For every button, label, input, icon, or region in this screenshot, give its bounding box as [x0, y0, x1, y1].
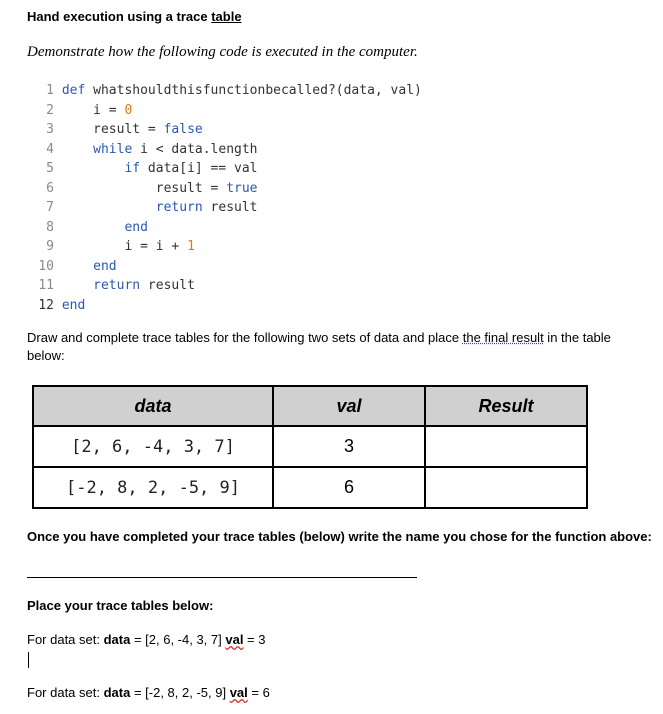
keyword: def — [61, 83, 86, 98]
line-number: 9 — [46, 239, 54, 254]
line-number: 4 — [46, 141, 54, 157]
cell-val: 6 — [273, 467, 425, 508]
code-text: result = — [93, 122, 164, 137]
cell-result[interactable] — [425, 426, 587, 467]
dataset-val-value: = 6 — [247, 685, 270, 700]
line-number: 7 — [46, 200, 54, 215]
function-name-question: Once you have completed your trace tables (below) write the name you chose for the function above: — [27, 529, 652, 544]
cell-data: [-2, 8, 2, -5, 9] — [33, 467, 273, 508]
instructions-text: Draw and complete trace tables for the following two sets of data and place — [27, 330, 463, 345]
place-tables-label: Place your trace tables below: — [27, 598, 214, 613]
line-number: 5 — [46, 161, 54, 176]
instructions-dotted-text: the final result — [462, 330, 544, 345]
answer-line[interactable] — [27, 577, 417, 578]
code-text: result — [140, 278, 195, 293]
keyword: return — [93, 278, 141, 293]
keyword: end — [124, 219, 148, 235]
dataset-prefix: For data set: — [27, 685, 104, 700]
code-line-11 — [38, 276, 195, 295]
dataset-data-value: = [2, 6, -4, 3, 7] — [130, 632, 226, 647]
code-line-8 — [38, 218, 148, 237]
line-number: 6 — [46, 180, 54, 196]
code-line-1 — [38, 81, 422, 100]
dataset-data-value: = [-2, 8, 2, -5, 9] — [130, 685, 230, 700]
header-data: data — [33, 386, 273, 426]
dataset-val-value: = 3 — [243, 632, 266, 647]
instructions-text-end: in the table below: — [27, 330, 611, 363]
subtitle: Demonstrate how the following code is executed in the computer. — [27, 44, 418, 60]
header-val: val — [273, 386, 425, 426]
code-line-9 — [38, 237, 195, 256]
dataset-val-label: val — [229, 685, 248, 700]
code-line-5 — [38, 159, 258, 178]
code-line-2 — [38, 101, 132, 120]
line-number: 8 — [46, 219, 54, 235]
dataset-1-line — [27, 632, 265, 647]
code-text: data[i] == val — [140, 161, 258, 176]
document-title — [27, 9, 242, 24]
line-number: 10 — [38, 258, 54, 274]
code-line-10 — [38, 257, 117, 276]
table-header-row — [33, 386, 587, 426]
dataset-data-label: data — [103, 685, 131, 700]
text-cursor — [28, 652, 29, 668]
code-line-6 — [38, 179, 258, 198]
line-number: 11 — [38, 278, 54, 293]
number-literal: 1 — [187, 239, 195, 254]
header-result: Result — [425, 386, 587, 426]
keyword: return — [155, 200, 203, 215]
code-line-3 — [38, 120, 203, 139]
keyword: false — [163, 122, 203, 137]
code-text: i = — [93, 102, 125, 118]
cell-result[interactable] — [425, 467, 587, 508]
code-line-7 — [38, 198, 258, 217]
title-link-word: table — [211, 9, 242, 24]
function-signature: whatshouldthisfunctionbecalled?(data, val) — [93, 83, 422, 98]
keyword: end — [93, 258, 117, 274]
dataset-prefix: For data set: — [27, 632, 104, 647]
keyword: true — [226, 180, 258, 196]
code-text: i = i + — [124, 239, 188, 254]
instructions — [27, 329, 627, 365]
keyword: while — [93, 141, 133, 157]
line-number: 12 — [38, 297, 54, 313]
code-text: result = — [155, 180, 227, 196]
keyword: end — [61, 297, 86, 313]
title-text: Hand execution using a trace — [27, 9, 212, 24]
keyword: if — [124, 161, 141, 176]
table-row — [33, 426, 587, 467]
line-number: 2 — [46, 102, 54, 118]
dataset-data-label: data — [103, 632, 131, 647]
line-number: 1 — [46, 83, 54, 98]
table-row — [33, 467, 587, 508]
cell-val: 3 — [273, 426, 425, 467]
code-text: i < data.length — [132, 141, 258, 157]
results-table — [32, 385, 588, 509]
number-literal: 0 — [124, 102, 133, 118]
dataset-2-line — [27, 685, 270, 700]
dataset-val-label: val — [225, 632, 244, 647]
cell-data: [2, 6, -4, 3, 7] — [33, 426, 273, 467]
line-number: 3 — [46, 122, 54, 137]
code-line-4 — [38, 140, 258, 159]
code-line-12 — [32, 296, 85, 315]
code-text: result — [202, 200, 258, 215]
